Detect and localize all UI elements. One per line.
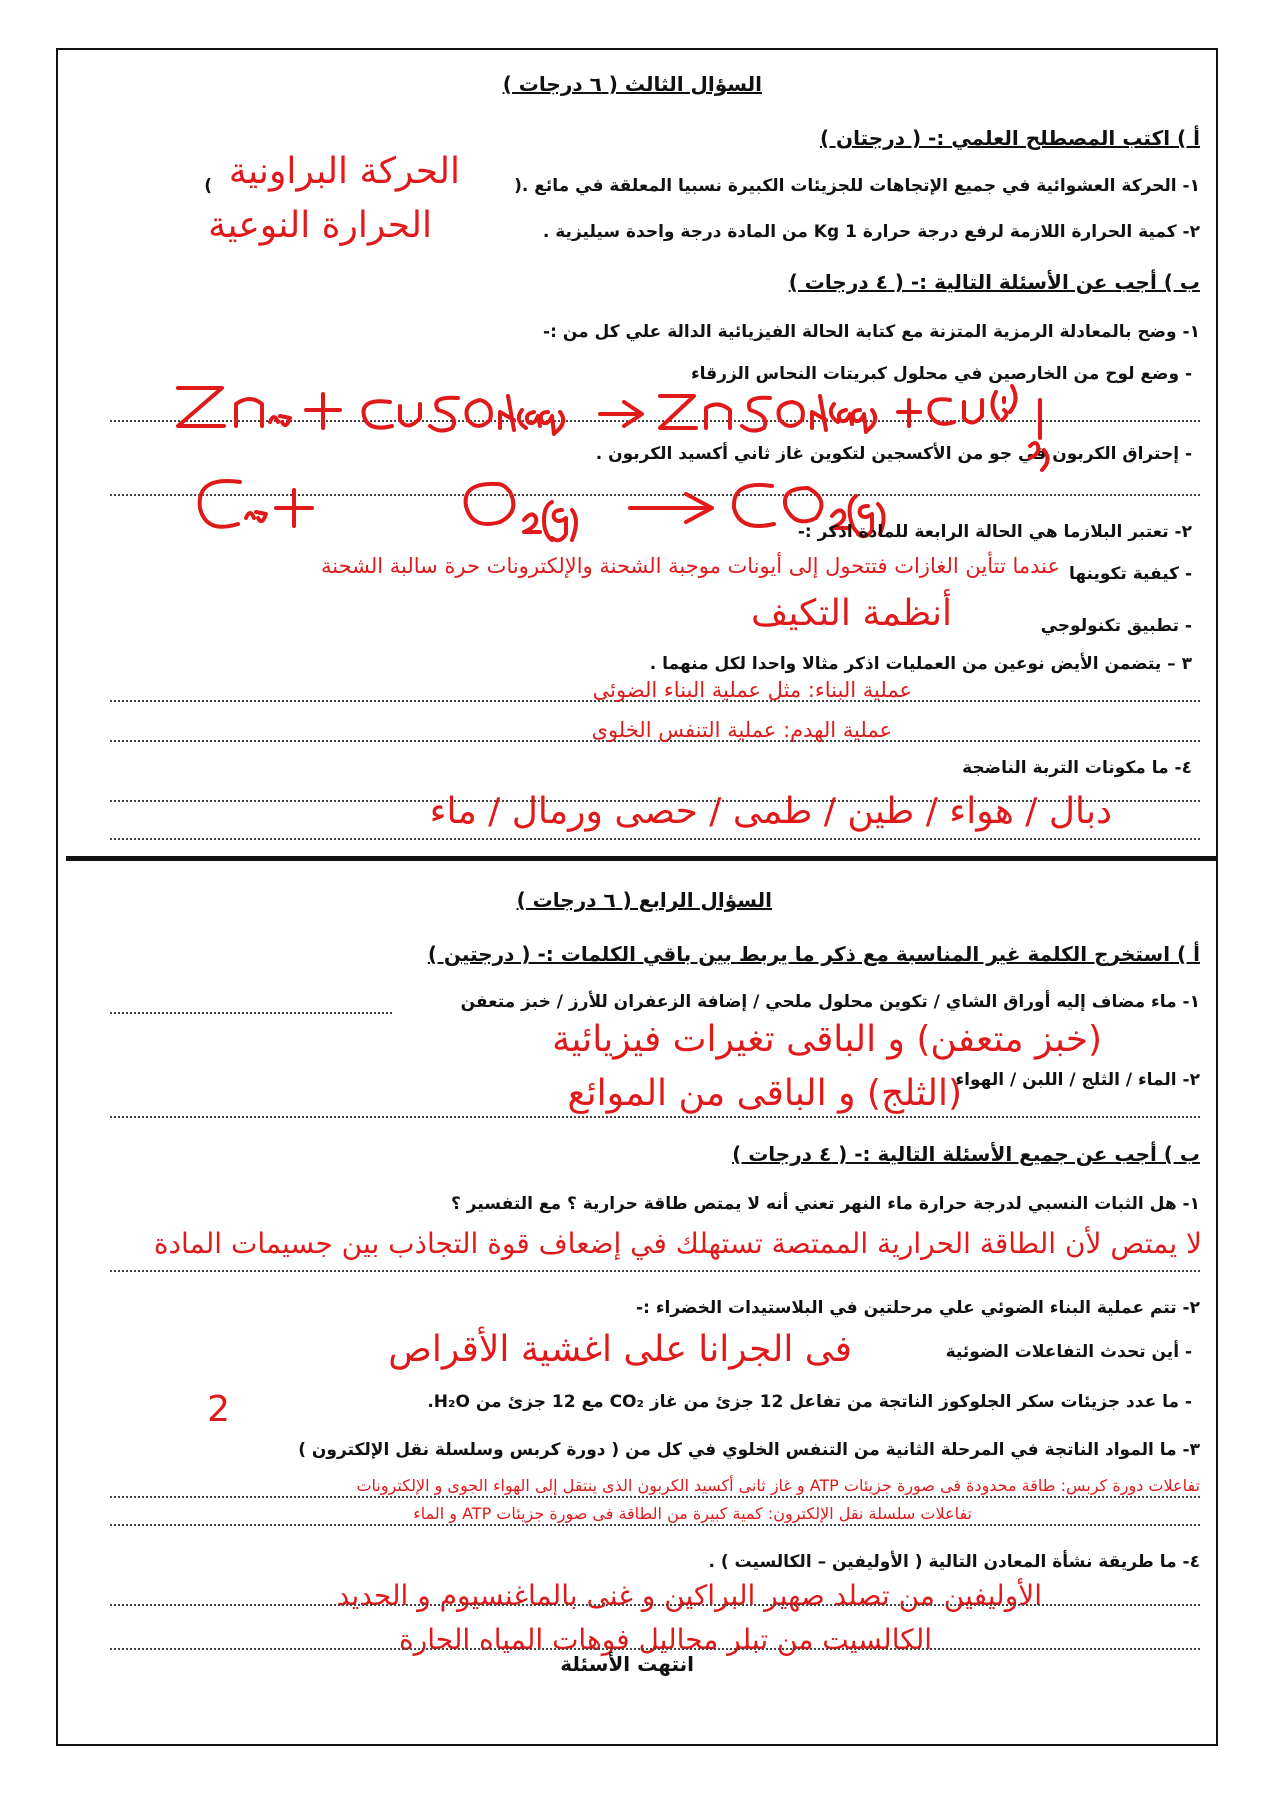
q3-a2-answer: الحرارة النوعية <box>208 205 432 246</box>
q3-b2-ii: - تطبيق تكنولوجي <box>1040 616 1192 636</box>
q3-b1-i: - وضع لوح من الخارصين في محلول كبريتات النحاس الزرقاء <box>690 364 1192 384</box>
q3-b2-ii-answer: أنظمة التكيف <box>751 593 952 634</box>
q3-b2-i: - كيفية تكوينها <box>1068 564 1192 584</box>
q3-b3-answer-1: عملية البناء: مثل عملية البناء الضوئى <box>592 678 912 702</box>
q4-b2-i: - أين تحدث التفاعلات الضوئية <box>945 1342 1192 1362</box>
q3-b4-answer: دبال / هواء / طين / طمى / حصى ورمال / ماء <box>429 791 1112 832</box>
dotted-line <box>110 1524 1200 1526</box>
q4-b4-answer-2: الكالسيت من تبلر محاليل فوهات المياه الحارة <box>399 1623 932 1656</box>
q4-b2-ii-answer: 2 <box>207 1389 230 1430</box>
dotted-line <box>110 1648 1200 1650</box>
q4-title: السؤال الرابع ( ٦ درجات ) <box>516 888 772 912</box>
q3-b4-text: ٤- ما مكونات التربة الناضجة <box>962 758 1192 778</box>
q4-b4-answer-1: الأوليفين من تصلد صهير البراكين و غنى بالماغنسيوم و الحديد <box>336 1579 1042 1612</box>
q4-b1-text: ١- هل الثبات النسبي لدرجة حرارة ماء النهر تعني أنه لا يمتص طاقة حرارية ؟ مع التفسير ؟ <box>451 1194 1200 1214</box>
q4-a1-text: ١- ماء مضاف إليه أوراق الشاي / تكوين محلول ملحي / إضافة الزعفران للأرز / خبز متعفن <box>460 992 1200 1012</box>
dotted-line <box>110 1012 392 1014</box>
q4-b3-answer-2: تفاعلات سلسلة نقل الإلكترون: كمية كبيرة من الطاقة فى صورة جزيئات ATP و الماء <box>413 1504 972 1523</box>
q3-b1-ii: - إحتراق الكربون في جو من الأكسجين لتكوين غاز ثاني أكسيد الكربون . <box>595 444 1192 464</box>
q3-b3-answer-2: عملية الهدم: عملية التنفس الخلوى <box>591 718 892 742</box>
dotted-line <box>110 838 1200 840</box>
q4-b2-ii: - ما عدد جزيئات سكر الجلوكوز الناتجة من تفاعل 12 جزئ من غاز CO₂ مع 12 جزئ من H₂O. <box>427 1392 1192 1412</box>
q4-b3-text: ٣- ما المواد الناتجة في المرحلة الثانية من التنفس الخلوي في كل من ( دورة كربس وسلسلة نقل الإلكترون ) <box>298 1440 1200 1460</box>
q3-a1-close: ) <box>204 176 212 196</box>
q3-b-heading: ب ) أجب عن الأسئلة التالية :- ( ٤ درجات ) <box>788 270 1200 294</box>
q4-b1-answer: لا يمتص لأن الطاقة الحرارية الممتصة تستهلك في إضعاف قوة التجاذب بين جسيمات المادة <box>153 1227 1202 1260</box>
end-of-questions: انتهت الأسئلة <box>560 1652 694 1676</box>
q3-b1-text: ١- وضح بالمعادلة الرمزية المتزنة مع كتابة الحالة الفيزيائية الدالة علي كل من :- <box>543 322 1200 342</box>
dotted-line <box>110 1604 1200 1606</box>
q4-a1-answer: (خبز متعفن) و الباقى تغيرات فيزيائية <box>552 1019 1102 1060</box>
q4-b4-text: ٤- ما طريقة نشأة المعادن التالية ( الأوليفين – الكالسيت ) . <box>708 1552 1200 1572</box>
dotted-line <box>110 1116 1200 1118</box>
q4-b3-answer-1: تفاعلات دورة كربس: طاقة محدودة فى صورة جزيئات ATP و غاز ثانى أكسيد الكربون الذى ينتقل إلى الهواء الجوى و الإلكترونات <box>356 1476 1200 1495</box>
q4-a2-text: ٢- الماء / الثلج / اللبن / الهواء <box>955 1070 1200 1090</box>
q4-a2-answer: (الثلج) و الباقى من الموائع <box>567 1073 962 1114</box>
q4-b2-text: ٢- تتم عملية البناء الضوئي علي مرحلتين في البلاستيدات الخضراء :- <box>636 1298 1200 1318</box>
q3-a1-text: ١- الحركة العشوائية في جميع الإتجاهات للجزيئات الكبيرة نسبيا المعلقة في مائع .( <box>514 176 1200 196</box>
q3-a2-text: ٢- كمية الحرارة اللازمة لرفع درجة حرارة 1 Kg من المادة درجة واحدة سيليزية . <box>542 222 1200 242</box>
q4-a-heading: أ ) استخرج الكلمة غير المناسبة مع ذكر ما يربط بين باقي الكلمات :- ( درجتين ) <box>427 942 1200 966</box>
q4-b-heading: ب ) أجب عن جميع الأسئلة التالية :- ( ٤ درجات ) <box>732 1142 1200 1166</box>
q4-b2-i-answer: فى الجرانا على اغشية الأقراص <box>388 1329 852 1370</box>
q3-a1-answer: الحركة البراونية <box>228 151 460 192</box>
dotted-line <box>110 1270 1200 1272</box>
q3-a-heading: أ ) اكتب المصطلح العلمي :- ( درجتان ) <box>819 126 1200 150</box>
q3-title: السؤال الثالث ( ٦ درجات ) <box>502 72 762 96</box>
q3-b2-i-answer: عندما تتأين الغازات فتتحول إلى أيونات موجبة الشحنة والإلكترونات حرة سالبة الشحنة <box>320 554 1060 578</box>
q3-b3-text: ٣ – يتضمن الأيض نوعين من العمليات اذكر مثالا واحدا لكل منهما . <box>649 654 1192 674</box>
dotted-line <box>110 1496 1200 1498</box>
section-divider <box>66 856 1216 861</box>
q3-b2-text: ٢- تعتبر البلازما هي الحالة الرابعة للمادة اذكر :- <box>797 522 1192 542</box>
